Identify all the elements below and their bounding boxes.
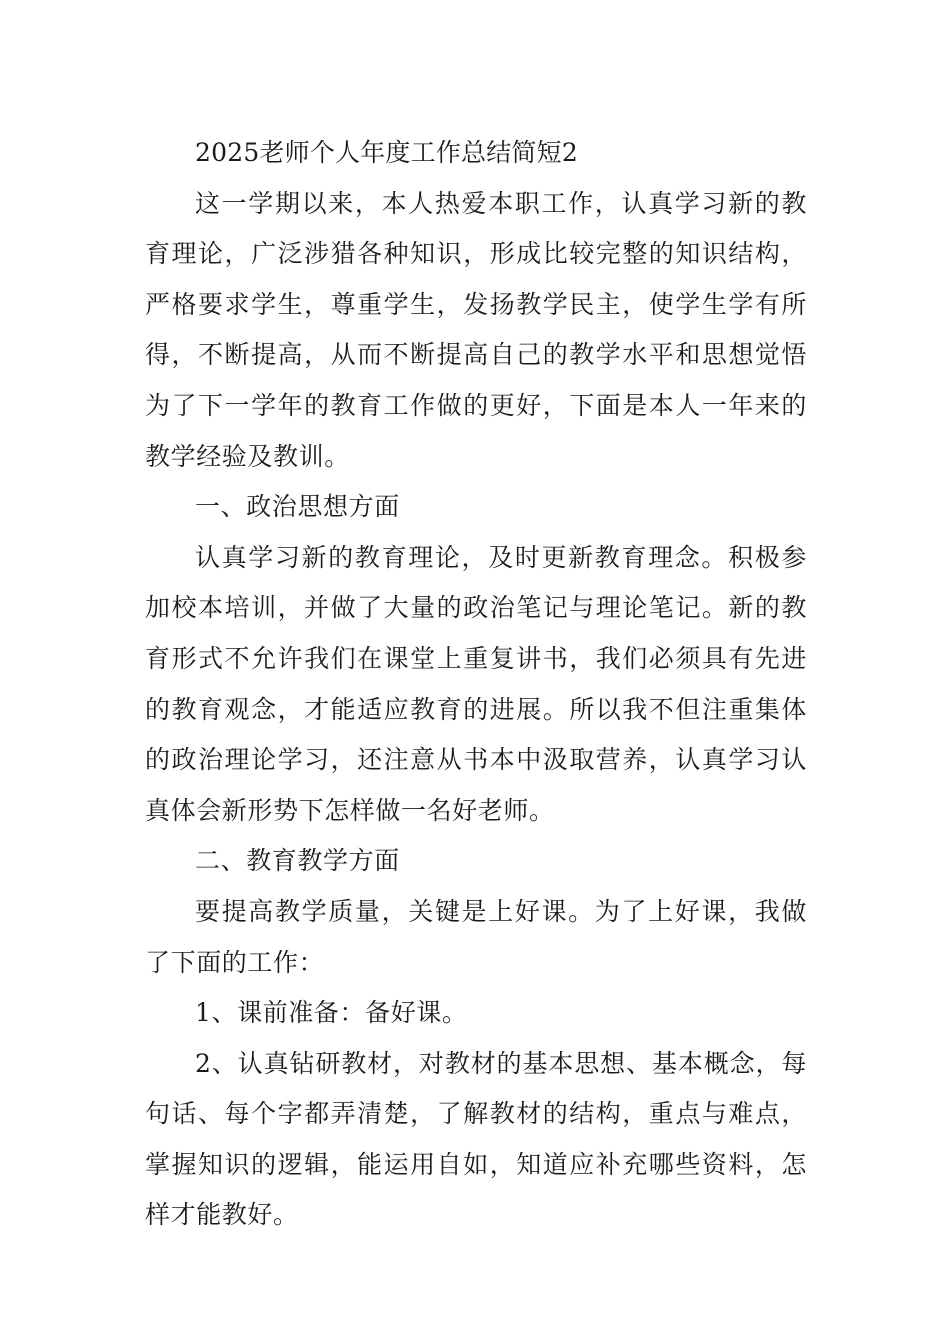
document-title: 2025老师个人年度工作总结简短2 (195, 138, 578, 167)
section-heading-political: 一、政治思想方面 (195, 492, 400, 522)
document-body (145, 128, 807, 1241)
paragraph-teaching-intro: 要提高教学质量，关键是上好课。为了上好课，我做了下面的工作： (145, 896, 807, 977)
paragraph-political: 认真学习新的教育理论，及时更新教育理念。积极参加校本培训，并做了大量的政治笔记与理论笔记。新的教育形式不允许我们在课堂上重复讲书，我们必须具有先进的教育观念，才能适应教育的进展。所以我不但注重集体的政治理论学习，还注意从书本中汲取营养，认真学习认真体会新形势下怎样做一名好老师。 (145, 542, 807, 825)
section-heading-teaching: 二、教育教学方面 (195, 846, 400, 876)
paragraph-intro: 这一学期以来，本人热爱本职工作，认真学习新的教育理论，广泛涉猎各种知识，形成比较完整的知识结构，严格要求学生，尊重学生，发扬教学民主，使学生学有所得，不断提高，从而不断提高自己的教学水平和思想觉悟为了下一学年的教育工作做的更好，下面是本人一年来的教学经验及教训。 (145, 188, 807, 471)
list-item-study-materials: 2、认真钻研教材，对教材的基本思想、基本概念，每句话、每个字都弄清楚，了解教材的结构，重点与难点，掌握知识的逻辑，能运用自如，知道应补充哪些资料，怎样才能教好。 (145, 1048, 807, 1230)
list-item-lesson-prep: 1、课前准备：备好课。 (195, 998, 468, 1028)
